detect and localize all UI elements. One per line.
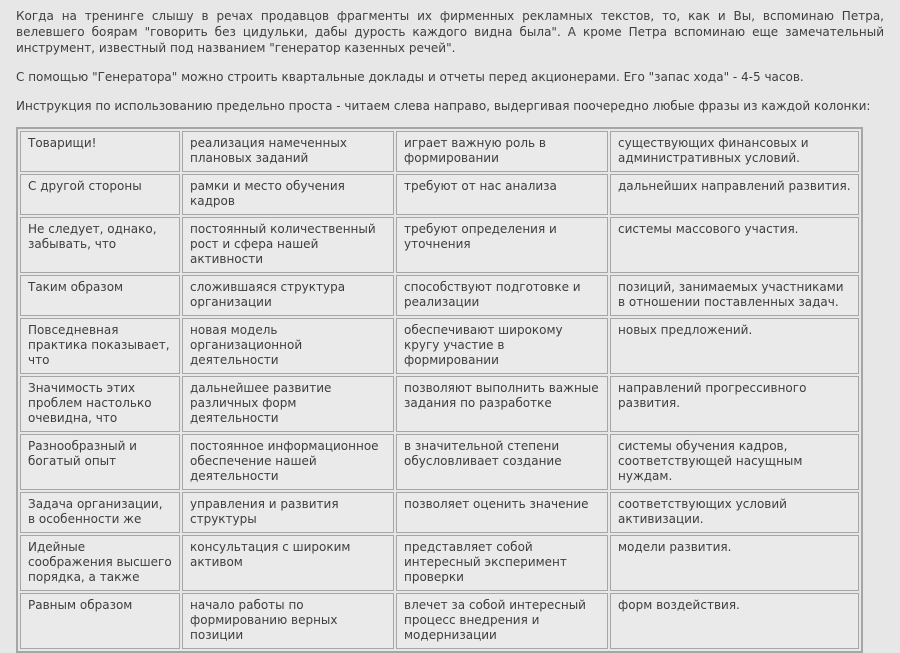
table-cell: требуют от нас анализа	[396, 174, 608, 215]
table-row	[20, 318, 859, 374]
table-cell: начало работы по формированию верных позиции	[182, 593, 394, 649]
table-cell: обеспечивают широкому кругу участие в формировании	[396, 318, 608, 374]
table-cell: направлений прогрессивного развития.	[610, 376, 859, 432]
table-cell: модели развития.	[610, 535, 859, 591]
table-cell: Идейные соображения высшего порядка, а также	[20, 535, 180, 591]
table-cell: дальнейшее развитие различных форм деятельности	[182, 376, 394, 432]
table-cell: позиций, занимаемых участниками в отношении поставленных задач.	[610, 275, 859, 316]
table-cell: рамки и место обучения кадров	[182, 174, 394, 215]
table-row	[20, 492, 859, 533]
table-cell: форм воздействия.	[610, 593, 859, 649]
paragraph-generator-usage: С помощью "Генератора" можно строить квартальные доклады и отчеты перед акционерами. Его "запас хода" - 4-5 часов.	[16, 70, 804, 84]
table-row	[20, 174, 859, 215]
table-cell: консультация с широким активом	[182, 535, 394, 591]
phrase-generator-table	[16, 127, 863, 653]
table-cell: С другой стороны	[20, 174, 180, 215]
table-cell: системы массового участия.	[610, 217, 859, 273]
table-cell: Разнообразный и богатый опыт	[20, 434, 180, 490]
table-cell: сложившаяся структура организации	[182, 275, 394, 316]
table-cell: позволяют выполнить важные задания по разработке	[396, 376, 608, 432]
table-cell: Повседневная практика показывает, что	[20, 318, 180, 374]
table-row	[20, 217, 859, 273]
table-cell: Равным образом	[20, 593, 180, 649]
table-cell: Товарищи!	[20, 131, 180, 172]
table-cell: соответствующих условий активизации.	[610, 492, 859, 533]
table-cell: Значимость этих проблем настолько очевидна, что	[20, 376, 180, 432]
table-cell: реализация намеченных плановых заданий	[182, 131, 394, 172]
table-cell: влечет за собой интересный процесс внедрения и модернизации	[396, 593, 608, 649]
article	[16, 8, 884, 653]
phrase-generator-table-body	[20, 131, 859, 649]
paragraph-instruction: Инструкция по использованию предельно проста - читаем слева направо, выдергивая поочередно любые фразы из каждой колонки:	[16, 99, 871, 113]
table-cell: дальнейших направлений развития.	[610, 174, 859, 215]
table-row	[20, 376, 859, 432]
table-cell: существующих финансовых и административных условий.	[610, 131, 859, 172]
table-cell: постоянный количественный рост и сфера нашей активности	[182, 217, 394, 273]
table-cell: управления и развития структуры	[182, 492, 394, 533]
table-row	[20, 131, 859, 172]
table-cell: системы обучения кадров, соответствующей насущным нуждам.	[610, 434, 859, 490]
table-cell: позволяет оценить значение	[396, 492, 608, 533]
table-cell: играет важную роль в формировании	[396, 131, 608, 172]
table-cell: новая модель организационной деятельности	[182, 318, 394, 374]
table-cell: постоянное информационное обеспечение нашей деятельности	[182, 434, 394, 490]
table-cell: новых предложений.	[610, 318, 859, 374]
table-cell: способствуют подготовке и реализации	[396, 275, 608, 316]
paragraph-intro: Когда на тренинге слышу в речах продавцов фрагменты их фирменных рекламных текстов, то, как и Вы, вспоминаю Петра, велевшего боярам "говорить без цидульки, дабы дурость каждого видна была". А кроме Петра вспоминаю еще замечательный инструмент, известный под названием "генератор казенных речей".	[16, 9, 884, 55]
table-row	[20, 275, 859, 316]
table-row	[20, 535, 859, 591]
table-cell: Задача организации, в особенности же	[20, 492, 180, 533]
table-row	[20, 593, 859, 649]
table-row	[20, 434, 859, 490]
table-cell: Не следует, однако, забывать, что	[20, 217, 180, 273]
table-cell: Таким образом	[20, 275, 180, 316]
table-cell: в значительной степени обусловливает создание	[396, 434, 608, 490]
table-cell: требуют определения и уточнения	[396, 217, 608, 273]
table-cell: представляет собой интересный эксперимент проверки	[396, 535, 608, 591]
